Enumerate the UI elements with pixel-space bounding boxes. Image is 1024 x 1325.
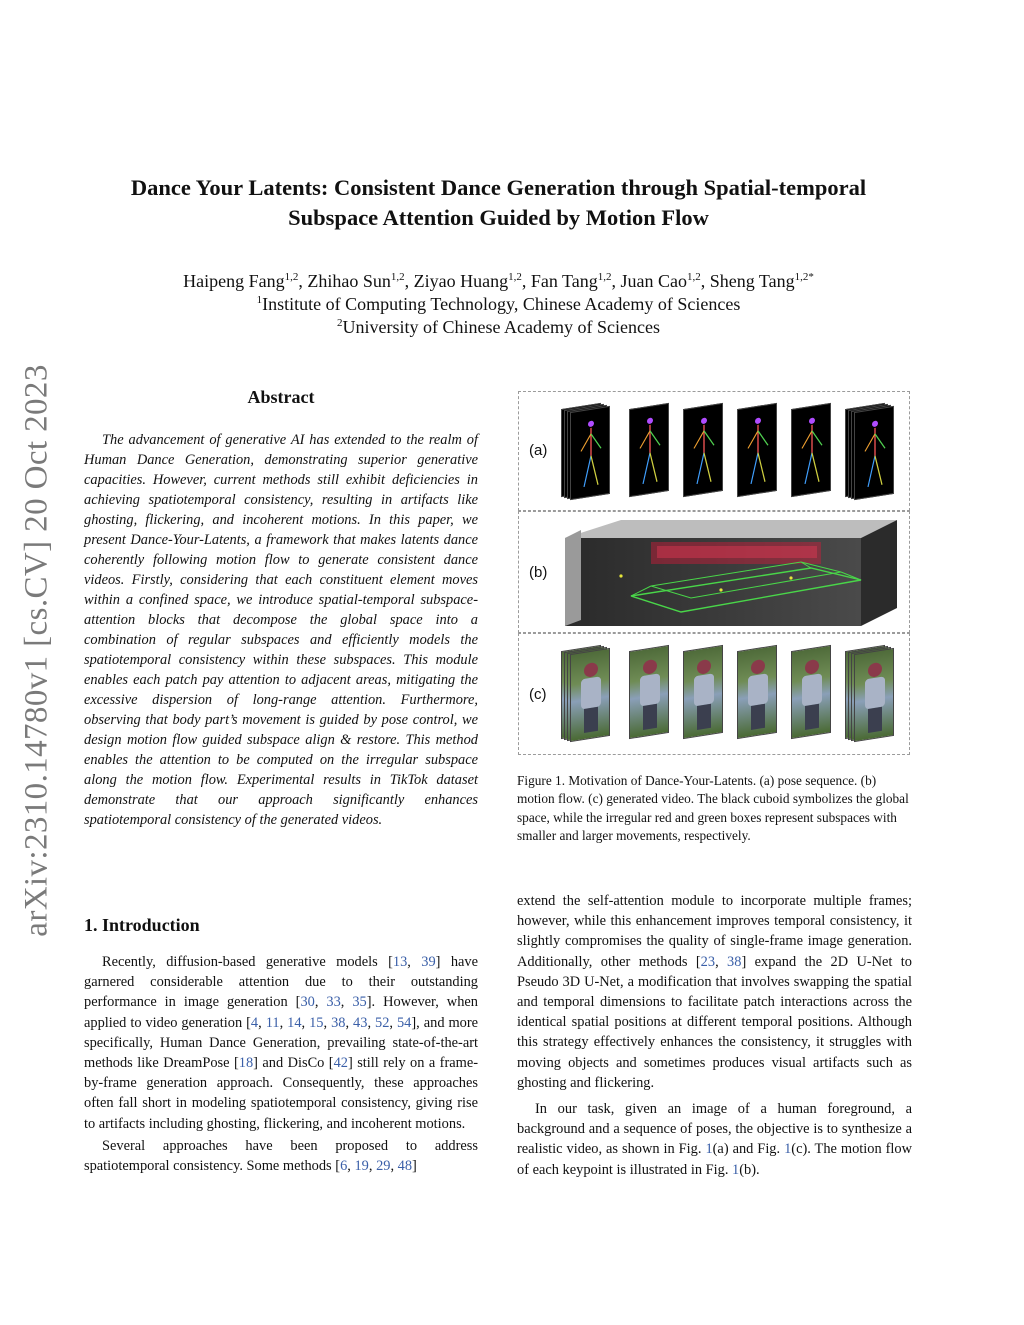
figure-panel-c <box>518 633 910 755</box>
pose-frame <box>570 406 610 500</box>
author-name: Zhihao Sun <box>307 271 391 291</box>
citation-link[interactable]: 6 <box>340 1158 348 1175</box>
arxiv-id-text: arXiv:2310.14780v1 [cs.CV] 20 Oct 2023 <box>18 363 55 937</box>
citation-link[interactable]: 38 <box>727 953 742 970</box>
video-frame-stack <box>683 648 729 742</box>
intro-paragraph-2-continued: extend the self-attention module to incorporate multiple frames; however, while this enhancement improves temporal consistency, it slightly compromises the quality of single-frame image generation. Additionally, other methods [23, 38] expand the 2D U-Net to Pseudo 3D U-Net, a modification that involves swapping the spatial and temporal dimensions to facilitate patch interactions across the identical spatial positions at different temporal positions. Although this strategy effectively enhances the consistency, it struggles with moving objects and sometimes produces visual artifacts such as ghosting and flickering. <box>517 893 912 1091</box>
citation-link[interactable]: 48 <box>397 1158 413 1175</box>
citation-link[interactable]: 15 <box>309 1014 324 1031</box>
citation-link[interactable]: 33 <box>326 994 341 1011</box>
intro-left-column <box>84 952 478 1176</box>
video-frame <box>854 648 894 742</box>
pose-frame <box>791 403 831 497</box>
pose-frame-stack <box>629 406 675 500</box>
pose-frame-stack <box>561 406 607 500</box>
pose-frame-stack <box>845 406 891 500</box>
citation-link[interactable]: 4 <box>250 1014 259 1031</box>
figure-1-caption: Figure 1. Motivation of Dance-Your-Latents. (a) pose sequence. (b) motion flow. (c) generated video. The black cuboid symbolizes the global space, while the irregular red and green boxes represent subspaces with smaller and larger movements, respectively. <box>517 773 909 844</box>
title-line-1: Dance Your Latents: Consistent Dance Generation through Spatial-temporal <box>130 175 867 200</box>
author-block <box>80 270 917 339</box>
video-frame-stack <box>629 648 675 742</box>
title-line-2: Subspace Attention Guided by Motion Flow <box>288 205 709 230</box>
motion-flow-cuboid-graphic <box>561 516 901 628</box>
citation-link[interactable]: 30 <box>300 994 315 1011</box>
intro-paragraph-2: Several approaches have been proposed to address spatiotemporal consistency. Some methods [6, 19, 29, 48] <box>84 1137 478 1175</box>
citation-link[interactable]: 35 <box>352 994 367 1011</box>
intro-paragraph-1: Recently, diffusion-based generative models [13, 39] have garnered considerable attention due to their outstanding performance in image generation [30, 33, 35]. However, when applied to video generation [4, 11, 14, 15, 38, 43, 52, 54], and more specifically, Human Dance Generation, prevailing state-of-the-art methods like DreamPose [18] and DisCo [42] still rely on a frame-by-frame generation approach. Consequently, these approaches often fall short in modeling spatiotemporal consistency, giving rise to artifacts including ghosting, flickering, and incoherent motions. <box>84 954 479 1132</box>
video-frame-stack <box>791 648 837 742</box>
citation-link[interactable]: 11 <box>265 1014 280 1031</box>
author-name: Juan Cao <box>620 271 687 291</box>
pose-frame <box>737 403 777 497</box>
author-list: Haipeng Fang$^{1,2}$, Zhihao Sun$^{1,2}$, Ziyao Huang$^{1,2}$, Fan Tang$^{1,2}$, Juan Cao$^{1,2}$, Sheng Tang$^{1,2*}$ <box>183 271 814 291</box>
citation-link[interactable]: 18 <box>238 1055 254 1072</box>
pose-frame-stack <box>737 406 783 500</box>
citation-link[interactable]: 52 <box>375 1014 390 1031</box>
intro-right-column <box>517 891 912 1180</box>
author-name: Ziyao Huang <box>413 271 509 291</box>
pose-frame <box>854 406 894 500</box>
author-name: Sheng Tang <box>709 271 795 291</box>
abstract-body: The advancement of generative AI has extended to the realm of Human Dance Generation, demonstrating superior generative capacities. However, current methods still exhibit deficiencies in achieving spatiotemporal consistency, resulting in artifacts like ghosting, flickering, and incoherent motions. In this paper, we present Dance-Your-Latents, a framework that makes latents dance coherently following motion flow to generate consistent dance videos. Firstly, considering that each constituent element moves within a confined space, we introduce spatial-temporal subspace-attention blocks that decompose the global space into a combination of regular subspaces and efficiently models the spatiotemporal consistency within these subspaces. This module enables each patch pay attention to adjacent areas, mitigating the excessive dispersion of long-range attention. Furthermore, observing that body part’s movement is guided by pose control, we design motion flow guided subspace align & restore. This method enables the attention to be computed on the irregular subspace along the motion flow. Experimental results in TikTok dataset demonstrate that our approach significantly enhances spatiotemporal consistency of the generated videos. <box>84 432 478 828</box>
video-frame <box>791 645 831 739</box>
citation-link[interactable]: 1 <box>784 1141 792 1158</box>
pose-frame <box>629 403 669 497</box>
affiliation-1: $^1$Institute of Computing Technology, Chinese Academy of Sciences <box>256 294 741 314</box>
video-frame <box>683 645 723 739</box>
author-affiliation-mark: 1,2 <box>284 271 299 283</box>
figure-panel-a <box>518 391 910 511</box>
arxiv-identifier-stamp <box>12 355 62 945</box>
panel-label-a: (a) <box>529 442 548 459</box>
paper-title <box>80 173 917 233</box>
intro-paragraph-3: In our task, given an image of a human foreground, a background and a sequence of poses, the objective is to synthesize a realistic video, as shown in Fig. 1(a) and Fig. 1(c). The motion flow of each keypoint is illustrated in Fig. 1(b). <box>517 1101 912 1178</box>
citation-link[interactable]: 29 <box>376 1158 391 1175</box>
figure-panel-b <box>518 511 910 633</box>
author-affiliation-mark: 1,2* <box>794 271 814 283</box>
abstract-heading: Abstract <box>247 387 315 407</box>
author-affiliation-mark: 1,2 <box>390 271 405 283</box>
citation-link[interactable]: 42 <box>333 1055 348 1072</box>
section-heading-introduction: 1. Introduction <box>84 915 200 935</box>
video-frame <box>629 645 669 739</box>
video-frame-stack <box>845 648 891 742</box>
citation-link[interactable]: 14 <box>287 1014 302 1031</box>
citation-link[interactable]: 13 <box>392 954 408 970</box>
video-frame-stack <box>561 648 607 742</box>
author-affiliation-mark: 1,2 <box>508 271 522 283</box>
citation-link[interactable]: 39 <box>421 954 436 970</box>
citation-link[interactable]: 54 <box>396 1014 412 1031</box>
pose-frame-stack <box>791 406 837 500</box>
citation-link[interactable]: 38 <box>331 1014 346 1031</box>
author-name: Haipeng Fang <box>183 271 285 291</box>
video-frame <box>570 648 610 742</box>
citation-link[interactable]: 1 <box>732 1161 740 1178</box>
citation-link[interactable]: 1 <box>705 1141 713 1158</box>
author-affiliation-mark: 1,2 <box>597 271 612 283</box>
panel-label-b: (b) <box>529 564 548 581</box>
panel-label-c: (c) <box>529 686 547 703</box>
video-frame <box>737 645 777 739</box>
figure-1 <box>518 391 910 755</box>
pose-frame <box>683 403 723 497</box>
video-frame-stack <box>737 648 783 742</box>
citation-link[interactable]: 23 <box>700 953 716 970</box>
affiliation-2: $^2$University of Chinese Academy of Sciences <box>337 317 660 337</box>
citation-link[interactable]: 43 <box>353 1014 368 1031</box>
citation-link[interactable]: 19 <box>354 1158 369 1175</box>
pose-frame-stack <box>683 406 729 500</box>
author-affiliation-mark: 1,2 <box>686 271 701 283</box>
author-name: Fan Tang <box>530 271 598 291</box>
